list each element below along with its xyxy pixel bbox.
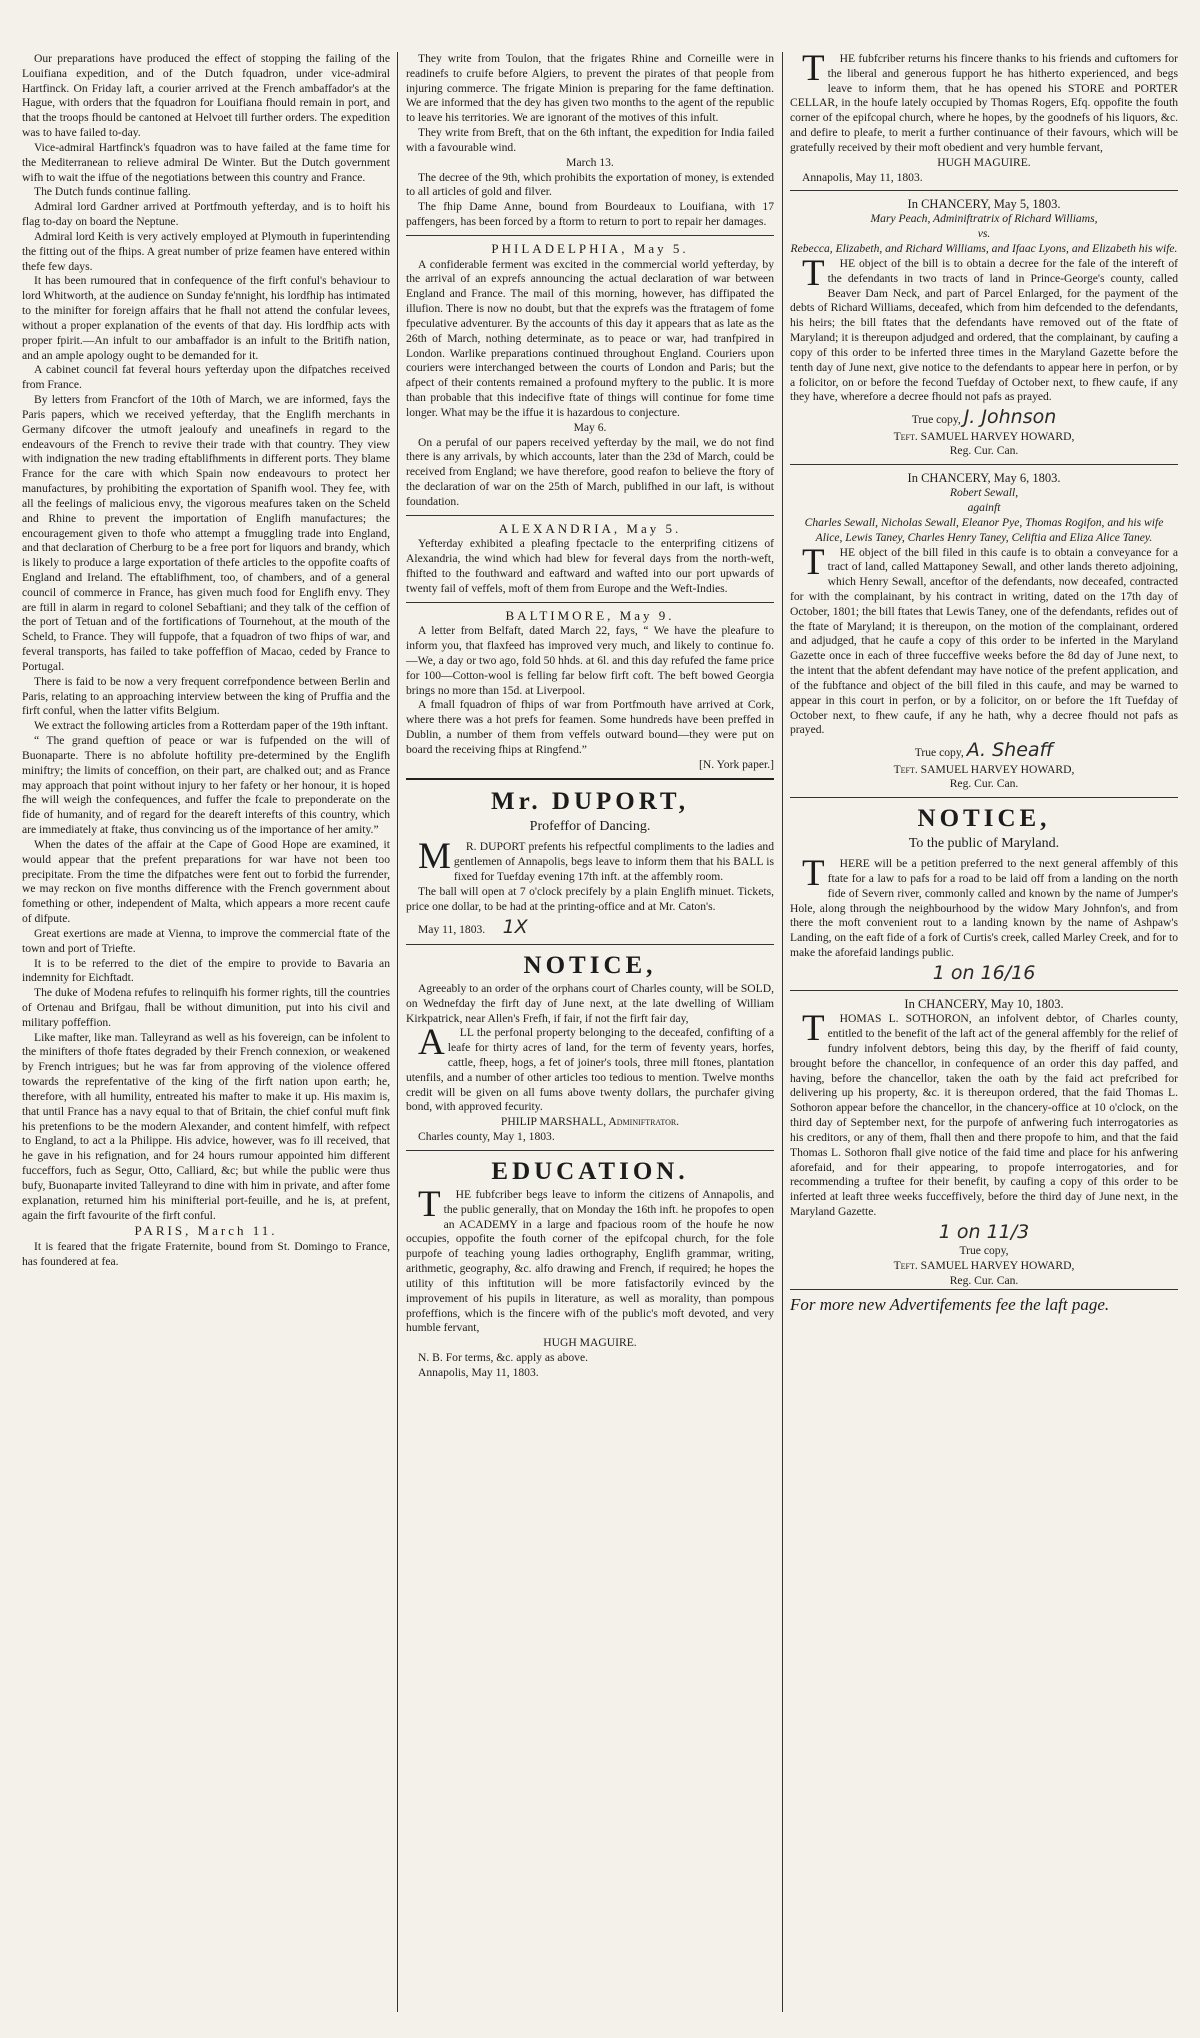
chancery-heading: In CHANCERY, May 6, 1803.	[907, 471, 1061, 486]
ad-note: N. B. For terms, &c. apply as above.	[418, 1351, 589, 1365]
news-paragraph: It is feared that the frigate Fraternite, bound from St. Domingo to France, has foundered at fea.	[22, 1240, 390, 1268]
ad-signature: HUGH MAGUIRE.	[543, 1336, 637, 1350]
divider	[790, 190, 1178, 191]
divider	[790, 464, 1178, 465]
chancery-heading: In CHANCERY, May 10, 1803.	[904, 997, 1064, 1012]
ad-paragraph: THE fubfcriber begs leave to inform the citizens of Annapolis, and the public generally, that on Monday the 16th inft. he propofes to open an ACADEMY in a large and fpacious room of the houfe he now occupies, oppofite the fouth corner of the epifcopal church, for the fole purpofe of teaching young ladies orthography, Englifh grammar, writing, arithmetic, geography, &c. alfo drawing and French, if required; he hopes the utility of this inftitution will be more fatisfactorily evinced by the improvement of his pupils in literature, as well as morality, than pompous profeffions, which is the fincere wifh of the public's moft devoted, and very humble fervant,	[406, 1183, 774, 1335]
divider	[790, 990, 1178, 991]
case-versus: vs.	[977, 227, 991, 241]
news-paragraph: There is faid to be now a very frequent correfpondence between Berlin and Paris, relating to an approaching interview between the king of Pruffia and the firft conful, when the latter vifits Belgium.	[22, 674, 390, 718]
baltimore-dateline: BALTIMORE, May 9.	[505, 607, 675, 623]
news-paragraph: It has been rumoured that in confequence of the firft conful's behaviour to lord Whitworth, at the audience on Sunday fe'nnight, his lordfhip has intimated to the minifter for foreign affairs that he fhall not attend the confular levees, without a proper explanation of the events of that day. His lordfhip acts with proper fpirit.—An infult to our ambaffador is an infult to the Britifh nation, and an ample apology ought to be demanded for it.	[22, 274, 390, 362]
case-versus: againft	[967, 501, 1001, 515]
news-paragraph: We extract the following articles from a Rotterdam paper of the 19th inftant.	[34, 719, 389, 733]
date-subhead: May 6.	[573, 420, 607, 434]
case-party: Robert Sewall,	[949, 486, 1019, 500]
news-paragraph: They write from Breft, that on the 6th inftant, the expedition for India failed with a favourable wind.	[406, 126, 774, 154]
news-paragraph: It is to be referred to the diet of the empire to provide to Bavaria an indemnity for Eichftadt.	[22, 956, 390, 985]
news-paragraph: Like mafter, like man. Talleyrand as well as his fovereign, can be infolent to the minifters of thofe ftates degraded by their French connexion, or weakened by French intrigues; but he was far from approving of the violence offered towards the reprefentative of the king of the firft nation upon earth; he, therefore, with all humility, entreated his mafter to make it up. His maxim is, that until France has a navy equal to that of Britain, the chief conful muft fink his pretenfions to be the modern Alexander, and content himfelf, with refpect to England, to act a la Philippe. His advice, however, was fo ill received, that he gave in his refignation, and for 24 hours rumour appointed him different fucceffors, fuch as Segur, Otto, Calliard, &c; but while the public were thus bufy, Buonaparte invited Talleyrand to dine with him in private, and after fome explanation, returned him his minifterial port-feuille, and he is, at prefent, again the firft favourite of the firft conful.	[22, 1030, 390, 1222]
divider	[406, 515, 774, 516]
newspaper-page	[22, 52, 1178, 2012]
registrar: Reg. Cur. Can.	[949, 1273, 1019, 1287]
news-paragraph: The decree of the 9th, which prohibits the exportation of money, is extended to all articles of gold and filver.	[406, 170, 774, 199]
handwritten-mark: 1 on 11/3	[938, 1220, 1030, 1243]
news-paragraph: A confiderable ferment was excited in the commercial world yefterday, by the arrival of an exprefs announcing the actual declaration of war between England and France. The mail of this morning, however, has diffipated the illufion. There is now no doubt, but that the exprefs was the ftratagem of fome fpeculative adventurer. By the accounts of this day it appears that as late as the 26th of March, nothing determinate, as to peace or war, had tranfpired in London. Warlike preparations continued throughout England. Couriers upon couriers were interchanged between the courts of London and Paris; but the afpect of their contents remained a profound myftery to the public. It is more than probable that this indecifive ftate of things will continue for fome time longer. What may be the iffue it is hazardous to conjecture.	[406, 257, 774, 419]
news-paragraph: By letters from Francfort of the 10th of March, we are informed, fays the Paris papers, which we received yefterday, that the Englifh merchants in Germany difcover the utmoft jealoufy and uneafinefs in regard to the endeavours of the French to revive their trade with that country. They view with indignation the new trading eftablifhments in different ports. They blame France for the care with which Spain now endeavours to protect her manufactures, by prohibiting the exportation of Spanifh wool. They fee, with all the feelings of malicious envy, the vigorous meafures taken on the Scheld and Rhine to prevent the importation of Englifh manufactures; the encouragement given to thofe who attempt a fmuggling trade into England, and that declaration of Cherburg to be a free port for liquors and brandy, which is likely to produce a large exportation of thefe articles to the oppofite coafts of England and Ireland. The eftablifhment, too, of chambers, and of a general council of commerce in France, has given much food for Englifh envy. They are ftill in alarm in regard to colonel Sebaftiani; and they talk of the ceffion of the port of Tetuan and of the fortifications of Tournehout, at the mouth of the Scheld, to France. They will fuppofe, that a fquadron of two fhips of war, and feveral transports, has failed to take poffeffion of Macao, ceded by France to Portugal.	[22, 393, 390, 673]
handwritten-mark: 1X	[502, 915, 528, 938]
news-paragraph: A fmall fquadron of fhips of war from Portfmouth have arrived at Cork, where there was a hot prefs for feamen. Some hundreds have been preffed in Dublin, a number of them from veffels outward bound—they were put on board the receiving fhips at Ringfend.”	[406, 698, 774, 756]
source-credit: [N. York paper.]	[698, 757, 774, 771]
news-paragraph: The fhip Dame Anne, bound from Bourdeaux to Louifiana, with 17 paffengers, has been forced by a ftorm to return to port to repair her damages.	[406, 200, 774, 229]
true-copy: True copy,	[959, 1244, 1009, 1258]
test-signature: Teft. SAMUEL HARVEY HOWARD,	[893, 429, 1075, 443]
handwritten-signature: J. Johnson	[963, 406, 1057, 429]
column-1	[22, 52, 390, 2012]
news-paragraph: Our preparations have produced the effect of stopping the failing of the Louifiana expedition, and of the Dutch fquadron, under vice-admiral Hartfinck. On Friday laft, a courier arrived at the French ambaffador's at the Hague, with orders that the fquadron for Louifiana fhould remain in port, and that the troops fhould be cantoned at Helvoet till further orders. The expedition was to have failed to-day.	[22, 52, 390, 140]
column-2	[397, 52, 783, 2012]
news-paragraph: When the dates of the affair at the Cape of Good Hope are examined, it would appear that the prefent preparations for war have not been too precipitate. From the time the difpatches were fent out to forbid the furrender, we may reckon on five months difference with the French government about fomething or other, independent of Malta, which appears a more recent caufe of difpute.	[22, 837, 390, 926]
news-paragraph: Yefterday exhibited a pleafing fpectacle to the enterprifing citizens of Alexandria, the wind which had blew for feveral days from the north-weft, fhifted to the fouthward and eaftward and wafted into our port upwards of twenty fail of veffels, moft of them from Europe and the Weft-Indies.	[406, 537, 774, 595]
news-paragraph: They write from Toulon, that the frigates Rhine and Corneille were in readinefs to cruife before Algiers, to prevent the pirates of that people from injuring commerce. The frigate Minion is preparing for the fame deftination. We are informed that the dey has given two months to the agent of the republic to leave his territories. We are ignorant of the motives of this infult.	[406, 52, 774, 125]
true-copy: True copy, A. Sheaff	[914, 739, 1054, 762]
ad-signature: PHILIP MARSHALL, Adminiftrator.	[500, 1115, 680, 1129]
chancery-heading: In CHANCERY, May 5, 1803.	[907, 197, 1061, 212]
chancery-body: THE object of the bill is to obtain a decree for the fale of the intereft of the defendants in two tracts of land in Prince-George's county, called Beaver Dam Neck, and part of Parcel Enlarged, for the payment of the debts of Richard Williams, deceafed, which from him defcended to the defendants, his heirs; the bill ftates that the defendants have removed out of the ftate of Maryland; it is thereupon adjudged and ordered, that the complainant, by caufing a copy of this order to be inferted three times in the Maryland Gazette before the tenth day of June next, give notice to the defendants to appear here in perfon, or by a folicitor, on or before the fecond Tuefday of October next, to fhew caufe, if any they have, wherefore a decree fhould not pafs as prayed.	[790, 252, 1178, 404]
registrar: Reg. Cur. Can.	[949, 777, 1019, 791]
ad-date: Annapolis, May 11, 1803.	[418, 1365, 539, 1379]
philadelphia-dateline: PHILADELPHIA, May 5.	[491, 240, 689, 256]
news-paragraph: The Dutch funds continue falling.	[34, 185, 191, 199]
handwritten-signature: A. Sheaff	[966, 739, 1054, 762]
case-party: Rebecca, Elizabeth, and Richard Williams, and Ifaac Lyons, and Elizabeth his wife.	[790, 242, 1178, 256]
divider	[406, 778, 774, 780]
ad-paragraph: MR. DUPORT prefents his refpectful compliments to the ladies and gentlemen of Annapolis, begs leave to inform them that his BALL is fixed for Tuefday evening 17th inft. at the affembly room.	[418, 836, 774, 884]
dupont-title: Mr. DUPORT,	[491, 788, 689, 816]
ad-paragraph: Agreeably to an order of the orphans court of Charles county, will be SOLD, on Wednefday the firft day of June next, at the late dwelling of William Kirkpatrick, near Allen's Frefh, if fair, if not the firft fair day,	[406, 981, 774, 1025]
registrar: Reg. Cur. Can.	[949, 444, 1019, 458]
test-signature: Teft. SAMUEL HARVEY HOWARD,	[893, 1258, 1075, 1272]
news-paragraph: A letter from Belfaft, dated March 22, fays, “ We have the pleafure to inform you, that flaxfeed has improved very much, and likely to continue fo. —We, a day or two ago, fold 50 hhds. at 6l. and this day refufed the fame price for 100—Cotton-wool is felling far below firft coft. The beft bowed Georgia brings no more than 15d. at Liverpool.	[406, 624, 774, 697]
alexandria-dateline: ALEXANDRIA, May 5.	[498, 520, 682, 536]
handwritten-mark: 1 on 16/16	[932, 961, 1036, 984]
date-subhead: March 13.	[566, 155, 614, 169]
ad-signature: HUGH MAGUIRE.	[937, 155, 1031, 169]
true-copy: True copy, J. Johnson	[911, 406, 1057, 429]
education-title: EDUCATION.	[491, 1157, 689, 1185]
column-3	[790, 52, 1178, 2012]
divider	[406, 944, 774, 945]
notice-subtitle: To the public of Maryland.	[908, 836, 1060, 852]
news-paragraph: “ The grand queftion of peace or war is fufpended on the will of Buonaparte. There is no abfolute hoftility pre-determined by the Englifh miniftry; the limits of conceffion, on their part, are chalked out; and as France may approach that point without injury to her fafety or her honour, it is hoped fhe will weigh the confequences, and fuffer the fcale to preponderate on the fide of humanity, and of regard for the deareft interefts of this country, which are immediately at ftake, thus convincing us of the importance of her amity.”	[22, 734, 390, 837]
chancery-body: THOMAS L. SOTHORON, an infolvent debtor, of Charles county, entitled to the benefit of the laft act of the general affembly for the relief of fundry infolvent debtors, being this day, by the fheriff of faid county, brought before the chancellor, in confequence of an order this day paffed, and having, before the chancellor, taken the oath by the faid act prefcribed for delivering up his property, &c. it is thereupon ordered, that the faid Thomas L. Sothoron appear before the chancellor, in the chancery-office at 10 o'clock, on the third day of September next, for the purpofe of anfwering fuch interrogatories as his creditors, or any of them, fhall then and there propofe to him, and that the faid Thomas L. Sothoron fhall give notice of the faid time and place for his anfwering aforefaid, and for their appearing, to propofe interrogatories, and for recommending a truftee for their benefit, by caufing a copy of this order to be inferted at leaft three weeks fucceffively, before the third day of June next, in the Maryland Gazette.	[790, 1008, 1178, 1219]
ad-paragraph: The ball will open at 7 o'clock precifely by a plain Englifh minuet. Tickets, price one dollar, to be had at the printing-office and at Mr. Caton's.	[406, 884, 774, 913]
ad-paragraph: THE fubfcriber returns his fincere thanks to his friends and cuftomers for the liberal and generous fupport he has hitherto experienced, and begs leave to inform them, that he has opened his STORE and PORTER CELLAR, in the houfe lately occupied by Thomas Rogers, Efq. oppofite the fouth corner of the epifcopal church, where he hopes, by the goodnefs of his liquors, &c. and defire to pleafe, to merit a further continuance of their favours, which will be gratefully received by their moft obedient and very humble fervant,	[790, 52, 1178, 154]
notice-body: THERE will be a petition preferred to the next general affembly of this ftate for a law to pafs for a road to be laid off from a landing on the north fide of Severn river, commonly called and known by the name of Jumper's Hole, along through the neighbourhood by the widow Mary Johnfon's, and from there the moft convenient rout to a landing known by the name of Ashpaw's Landing, on the eaft fide of a fork of Curtis's creek, called Marley Creek, and for to make the aforefaid landings public.	[790, 853, 1178, 960]
news-paragraph: Admiral lord Keith is very actively employed at Plymouth in fuperintending the fitting out of the fhips. A great number of prize feamen have entered within thefe few days.	[22, 229, 390, 273]
news-paragraph: Vice-admiral Hartfinck's fquadron was to have failed at the fame time for the Mediterranean to relieve admiral De Winter. But the Dutch government wifh to wait the iffue of the negotiations between this country and France.	[22, 140, 390, 184]
news-paragraph: Great exertions are made at Vienna, to improve the commercial ftate of the town and port of Triefte.	[22, 926, 390, 955]
news-paragraph: The duke of Modena refufes to relinquifh his former rights, till the countries of Ortenau and Brifgau, fhall be without dimunition, put into his civil and military poffeffion.	[22, 986, 390, 1029]
case-party: Charles Sewall, Nicholas Sewall, Eleanor Pye, Thomas Rogifon, and his wife Alice, Lewis Taney, Charles Henry Taney, Celiftia and Eliza Alice Taney.	[804, 515, 1164, 544]
divider	[406, 602, 774, 603]
divider	[790, 797, 1178, 798]
divider	[406, 235, 774, 236]
news-paragraph: A cabinet council fat feveral hours yefterday upon the difpatches received from France.	[22, 363, 390, 392]
notice-title: NOTICE,	[917, 805, 1051, 833]
footer-note: For more new Advertifements fee the laft page.	[790, 1289, 1178, 1316]
test-signature: Teft. SAMUEL HARVEY HOWARD,	[893, 762, 1075, 776]
ad-paragraph: ALL the perfonal property belonging to the deceafed, confifting of a leafe for thirty acres of land, for the term of feventy years, horfes, cattle, fheep, hogs, a fet of joiner's tools, three mill ftones, plantation utenfils, and a number of other articles too tedious to mention. Twelve months credit will be given on all fums above twenty dollars, the purchafer giving bond, with approved fecurity.	[406, 1022, 774, 1114]
paris-dateline: PARIS, March 11.	[134, 1223, 278, 1239]
divider	[406, 1150, 774, 1151]
chancery-body: THE object of the bill filed in this caufe is to obtain a conveyance for a tract of land, called Mattaponey Sewall, and other lands thereto adjoining, which Henry Sewall, anceftor of the defendants, now deceafed, contracted for with the complainant, by his contract in writing, dated on the 17th day of October, 1801; the bill ftates that Lewis Taney, one of the defendants, refides out of the ftate of Maryland; it is thereupon, on the motion of the complainant, ordered and adjudged, that he caufe a copy of this order to be inferted in the Maryland Gazette once in each of three fucceffive weeks before the 8d day of June next, to the intent that the abfent defendant may have notice of the prefent application, and of the fubftance and object of the bill filed in this caufe, and may be warned to appear in this court in perfon, or by a folicitor, on or before the 1ft Tuefday of October next, to fhew caufe, if any he hath, why a decree fhould not pafs as prayed.	[790, 541, 1178, 737]
ad-date: Annapolis, May 11, 1803.	[802, 170, 923, 184]
ad-date: May 11, 1803. 1X	[418, 915, 528, 938]
news-paragraph: On a perufal of our papers received yefterday by the mail, we do not find there is any arrivals, by which accounts, later than the 23d of March, could be received from England; we have therefore, good reafon to believe the ftory of the declaration of war on the 25th of March, publifhed in our laft, is without foundation.	[406, 435, 774, 508]
dupont-subtitle: Profeffor of Dancing.	[529, 819, 651, 835]
ad-date: Charles county, May 1, 1803.	[418, 1130, 555, 1144]
notice-title: NOTICE,	[523, 951, 657, 979]
case-party: Mary Peach, Adminiftratrix of Richard Williams,	[870, 212, 1098, 226]
news-paragraph: Admiral lord Gardner arrived at Portfmouth yefterday, and is to hoift his flag to-day on board the Neptune.	[22, 200, 390, 229]
